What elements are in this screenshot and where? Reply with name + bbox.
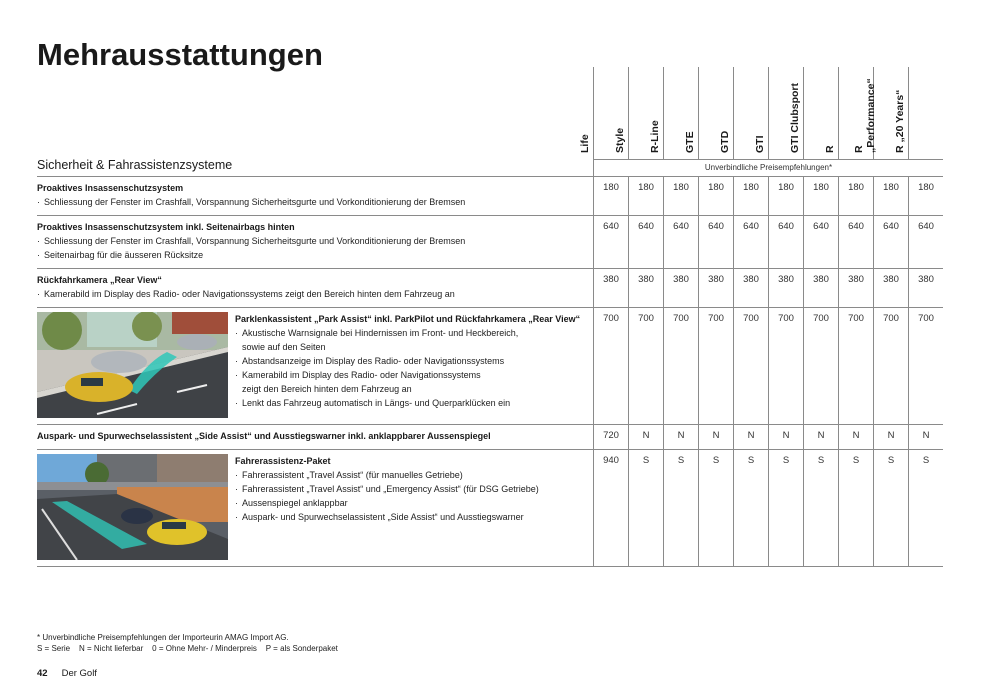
legend: S = Serie N = Nicht lieferbar 0 = Ohne Mehr- / Minderpreis P = als Sonderpaket xyxy=(37,644,338,653)
row-values xyxy=(593,425,943,449)
column-header-label-box xyxy=(747,69,773,153)
table-row xyxy=(37,215,943,268)
price-cell: 380 xyxy=(768,269,803,307)
price-cell: 180 xyxy=(803,177,838,215)
table-row xyxy=(37,449,943,567)
row-title: Proaktives Insassenschutzsystem xyxy=(37,183,184,193)
column-header xyxy=(894,67,943,159)
price-cell: 380 xyxy=(908,269,943,307)
price-cell: N xyxy=(873,425,908,449)
row-bullet: · Aussenspiegel anklappbar xyxy=(235,498,348,508)
row-title: Fahrerassistenz-Paket xyxy=(235,456,331,466)
row-values xyxy=(593,450,943,566)
row-bullet: · Schliessung der Fenster im Crashfall, Vorspannung Sicherheitsgurte und Vorkonditionierung der Bremsen xyxy=(37,197,466,207)
row-bullet: · Kamerabild im Display des Radio- oder Navigationssystems zeigt den Bereich hinten dem Fahrzeug an xyxy=(37,289,455,299)
price-cell: 640 xyxy=(663,216,698,268)
page-number: 42 xyxy=(37,668,48,679)
price-cell: 720 xyxy=(593,425,628,449)
price-cell: 180 xyxy=(768,177,803,215)
column-header-label: GTI Clubsport xyxy=(789,83,801,153)
column-headers xyxy=(579,67,943,159)
price-cell: S xyxy=(663,450,698,566)
table-row xyxy=(37,176,943,215)
price-table xyxy=(37,176,943,567)
price-cell: 640 xyxy=(908,216,943,268)
row-description xyxy=(37,308,593,424)
price-cell: 640 xyxy=(873,216,908,268)
price-cell: 640 xyxy=(593,216,628,268)
price-cell: N xyxy=(733,425,768,449)
row-bullet: · Kamerabild im Display des Radio- oder Navigationssystems xyxy=(235,370,481,380)
page-footer xyxy=(37,668,97,680)
price-cell: S xyxy=(698,450,733,566)
row-description xyxy=(37,425,593,449)
row-bullet: · Fahrerassistent „Travel Assist“ (für manuelles Getriebe) xyxy=(235,470,463,480)
row-bullet: · Seitenairbag für die äusseren Rücksitze xyxy=(37,250,204,260)
row-description xyxy=(37,450,593,566)
row-values xyxy=(593,269,943,307)
column-header-label-box xyxy=(642,69,668,153)
price-cell: 640 xyxy=(733,216,768,268)
price-cell: N xyxy=(838,425,873,449)
price-cell: S xyxy=(733,450,768,566)
price-cell: 380 xyxy=(593,269,628,307)
row-values xyxy=(593,216,943,268)
row-bullet-continued: sowie auf den Seiten xyxy=(242,342,326,352)
park-assist-image xyxy=(37,312,228,418)
price-cell: 180 xyxy=(663,177,698,215)
row-title: Proaktives Insassenschutzsystem inkl. Seitenairbags hinten xyxy=(37,222,295,232)
price-cell: N xyxy=(698,425,733,449)
price-cell: 180 xyxy=(873,177,908,215)
price-hint-row xyxy=(593,159,943,176)
price-cell: 180 xyxy=(733,177,768,215)
column-header-label: GTE xyxy=(684,131,696,153)
column-header-label-box xyxy=(887,69,913,153)
price-hint: Unverbindliche Preisempfehlungen* xyxy=(704,163,833,172)
price-cell: 180 xyxy=(698,177,733,215)
price-cell: S xyxy=(873,450,908,566)
price-cell: N xyxy=(908,425,943,449)
price-cell: N xyxy=(803,425,838,449)
column-header-label-box xyxy=(607,69,633,153)
price-cell: N xyxy=(663,425,698,449)
row-description xyxy=(37,177,593,215)
price-cell: S xyxy=(838,450,873,566)
price-cell: 180 xyxy=(628,177,663,215)
price-cell: N xyxy=(768,425,803,449)
row-values xyxy=(593,308,943,424)
table-row xyxy=(37,424,943,449)
page-label: Der Golf xyxy=(61,668,97,679)
price-cell: 380 xyxy=(838,269,873,307)
price-cell: 380 xyxy=(698,269,733,307)
row-bullet: · Akustische Warnsignale bei Hindernissen im Front- und Heckbereich, xyxy=(235,328,519,338)
price-cell: S xyxy=(768,450,803,566)
price-cell: 180 xyxy=(838,177,873,215)
price-cell: 380 xyxy=(628,269,663,307)
price-cell: 940 xyxy=(593,450,628,566)
price-cell: 380 xyxy=(803,269,838,307)
column-header-label: R „Performance“ xyxy=(853,78,877,153)
price-cell: S xyxy=(628,450,663,566)
price-cell: 640 xyxy=(803,216,838,268)
price-cell: 640 xyxy=(838,216,873,268)
price-cell: S xyxy=(803,450,838,566)
price-cell: 380 xyxy=(733,269,768,307)
row-bullet: · Lenkt das Fahrzeug automatisch in Längs- und Querparklücken ein xyxy=(235,398,511,408)
price-cell: 180 xyxy=(593,177,628,215)
table-row xyxy=(37,268,943,307)
price-cell: 700 xyxy=(628,308,663,424)
column-header-label-box xyxy=(852,69,878,153)
price-cell: 700 xyxy=(838,308,873,424)
row-bullet: · Abstandsanzeige im Display des Radio- oder Navigationssystems xyxy=(235,356,505,366)
column-header-label: R „20 Years“ xyxy=(894,89,906,153)
column-header-label: R-Line xyxy=(649,120,661,153)
column-header-label: GTD xyxy=(719,130,731,153)
row-bullet: · Schliessung der Fenster im Crashfall, Vorspannung Sicherheitsgurte und Vorkonditionierung der Bremsen xyxy=(37,236,466,246)
row-title: Auspark- und Spurwechselassistent „Side Assist“ und Ausstiegswarner inkl. anklappbarer Aussenspiegel xyxy=(37,431,491,441)
price-cell: 180 xyxy=(908,177,943,215)
price-cell: 700 xyxy=(908,308,943,424)
travel-assist-image xyxy=(37,454,228,560)
price-cell: N xyxy=(628,425,663,449)
row-description xyxy=(37,269,593,307)
price-cell: 640 xyxy=(768,216,803,268)
column-header-label: Life xyxy=(579,134,591,153)
price-cell: S xyxy=(908,450,943,566)
price-cell: 640 xyxy=(628,216,663,268)
page-title: Mehrausstattungen xyxy=(37,37,323,72)
column-header-label-box xyxy=(572,69,598,153)
section-heading: Sicherheit & Fahrassistenzsysteme xyxy=(37,158,233,172)
row-bullet: · Auspark- und Spurwechselassistent „Side Assist“ und Ausstiegswarner xyxy=(235,512,524,522)
footnote: * Unverbindliche Preisempfehlungen der Importeurin AMAG Import AG. xyxy=(37,633,289,642)
price-cell: 700 xyxy=(768,308,803,424)
price-cell: 700 xyxy=(663,308,698,424)
price-cell: 700 xyxy=(873,308,908,424)
table-row xyxy=(37,307,943,424)
price-cell: 640 xyxy=(698,216,733,268)
row-bullet: · Fahrerassistent „Travel Assist“ und „Emergency Assist“ (für DSG Getriebe) xyxy=(235,484,539,494)
row-bullet-continued: zeigt den Bereich hinten dem Fahrzeug an xyxy=(242,384,412,394)
column-header-label: R xyxy=(824,145,836,153)
price-cell: 700 xyxy=(698,308,733,424)
column-header-label: GTI xyxy=(754,135,766,153)
row-description xyxy=(37,216,593,268)
price-cell: 700 xyxy=(733,308,768,424)
column-header-label: Style xyxy=(614,127,626,153)
price-cell: 380 xyxy=(873,269,908,307)
row-title: Parklenkassistent „Park Assist“ inkl. ParkPilot und Rückfahrkamera „Rear View“ xyxy=(235,314,581,324)
price-cell: 700 xyxy=(803,308,838,424)
column-header-label-box xyxy=(782,69,808,153)
price-cell: 700 xyxy=(593,308,628,424)
column-header-label-box xyxy=(817,69,843,153)
column-header-label-box xyxy=(712,69,738,153)
row-title: Rückfahrkamera „Rear View“ xyxy=(37,275,162,285)
price-cell: 380 xyxy=(663,269,698,307)
row-values xyxy=(593,177,943,215)
column-header-label-box xyxy=(677,69,703,153)
